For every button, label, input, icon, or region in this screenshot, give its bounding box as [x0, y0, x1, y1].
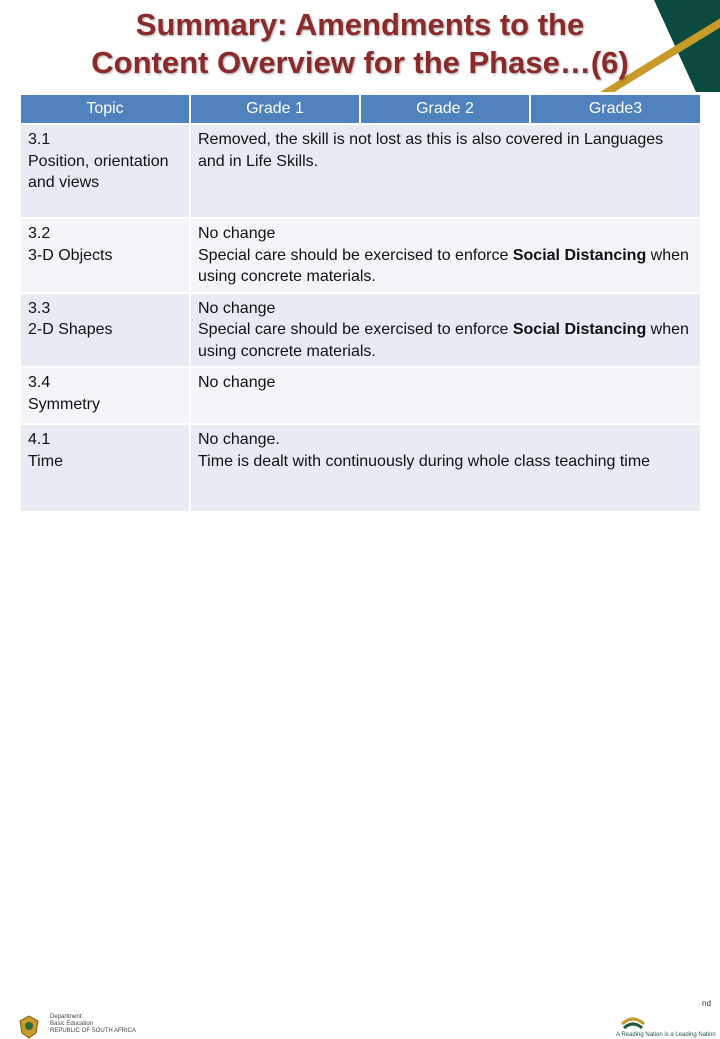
slide-title: [0, 6, 720, 82]
table-row: [20, 293, 701, 368]
social-distancing-emphasis: Social Distancing: [512, 246, 647, 264]
amendment-status: No change: [198, 374, 276, 391]
amendment-cell: [190, 367, 701, 424]
header-grade-3: Grade3: [530, 94, 701, 124]
amendment-text: Removed, the skill is not lost as this is also covered in Languages and in Life Skills.: [198, 131, 664, 170]
amendment-note-text: when using concrete materials.: [198, 246, 689, 285]
topic-number: 3.4: [28, 374, 51, 391]
amendments-table: [19, 93, 702, 513]
amendment-status: No change: [198, 299, 276, 317]
department-label: [50, 1014, 136, 1035]
department-line: Basic Education: [50, 1021, 94, 1027]
topic-cell: [20, 124, 190, 218]
table-row: [20, 124, 701, 218]
amendment-note: [198, 319, 693, 362]
topic-cell: [20, 367, 190, 424]
amendment-cell: [190, 424, 701, 512]
department-line: REPUBLIC OF SOUTH AFRICA: [50, 1028, 137, 1034]
header-grade-2: Grade 2: [360, 94, 530, 124]
footer-edge-text: nd: [702, 999, 711, 1008]
topic-number: 3.1: [28, 131, 51, 148]
amendment-cell: [190, 218, 701, 293]
table-row: [20, 367, 701, 424]
topic-number: 3.3: [28, 299, 51, 317]
header-topic: Topic: [20, 94, 190, 124]
topic-name: 3-D Objects: [28, 246, 113, 264]
slide-footer: [0, 505, 720, 1038]
department-line: Department:: [50, 1014, 84, 1020]
amendment-status: No change.: [198, 431, 280, 448]
topic-cell: [20, 218, 190, 293]
amendment-cell: [190, 124, 701, 218]
amendment-status: No change: [198, 225, 276, 242]
topic-name: 2-D Shapes: [28, 321, 113, 338]
table-row: [20, 218, 701, 293]
amendment-note: [198, 245, 693, 288]
coat-of-arms-icon: [18, 1015, 40, 1039]
amendment-note-text: Special care should be exercised to enforce: [198, 321, 513, 338]
table-header-row: [20, 94, 701, 124]
topic-cell: [20, 293, 190, 368]
topic-number: 3.2: [28, 225, 51, 242]
topic-name: Time: [28, 452, 63, 470]
social-distancing-emphasis: Social Distancing: [512, 321, 647, 338]
slide-title-line-1: Summary: Amendments to the: [135, 7, 585, 42]
reading-nation-tagline: A Reading Nation is a Leading Nation: [616, 1032, 716, 1038]
table-row: [20, 424, 701, 512]
topic-number: 4.1: [28, 431, 51, 448]
reading-nation-logo-icon: [620, 1010, 646, 1032]
topic-name: Position, orientation and views: [28, 152, 169, 191]
amendment-note: Time is dealt with continuously during whole class teaching time: [198, 452, 651, 470]
slide-title-line-2: Content Overview for the Phase…(6): [91, 45, 629, 80]
amendment-cell: [190, 293, 701, 368]
topic-name: Symmetry: [28, 395, 100, 413]
header-grade-1: Grade 1: [190, 94, 360, 124]
amendment-note-text: when using concrete materials.: [198, 321, 689, 360]
topic-cell: [20, 424, 190, 512]
amendment-note-text: Special care should be exercised to enforce: [198, 246, 513, 264]
